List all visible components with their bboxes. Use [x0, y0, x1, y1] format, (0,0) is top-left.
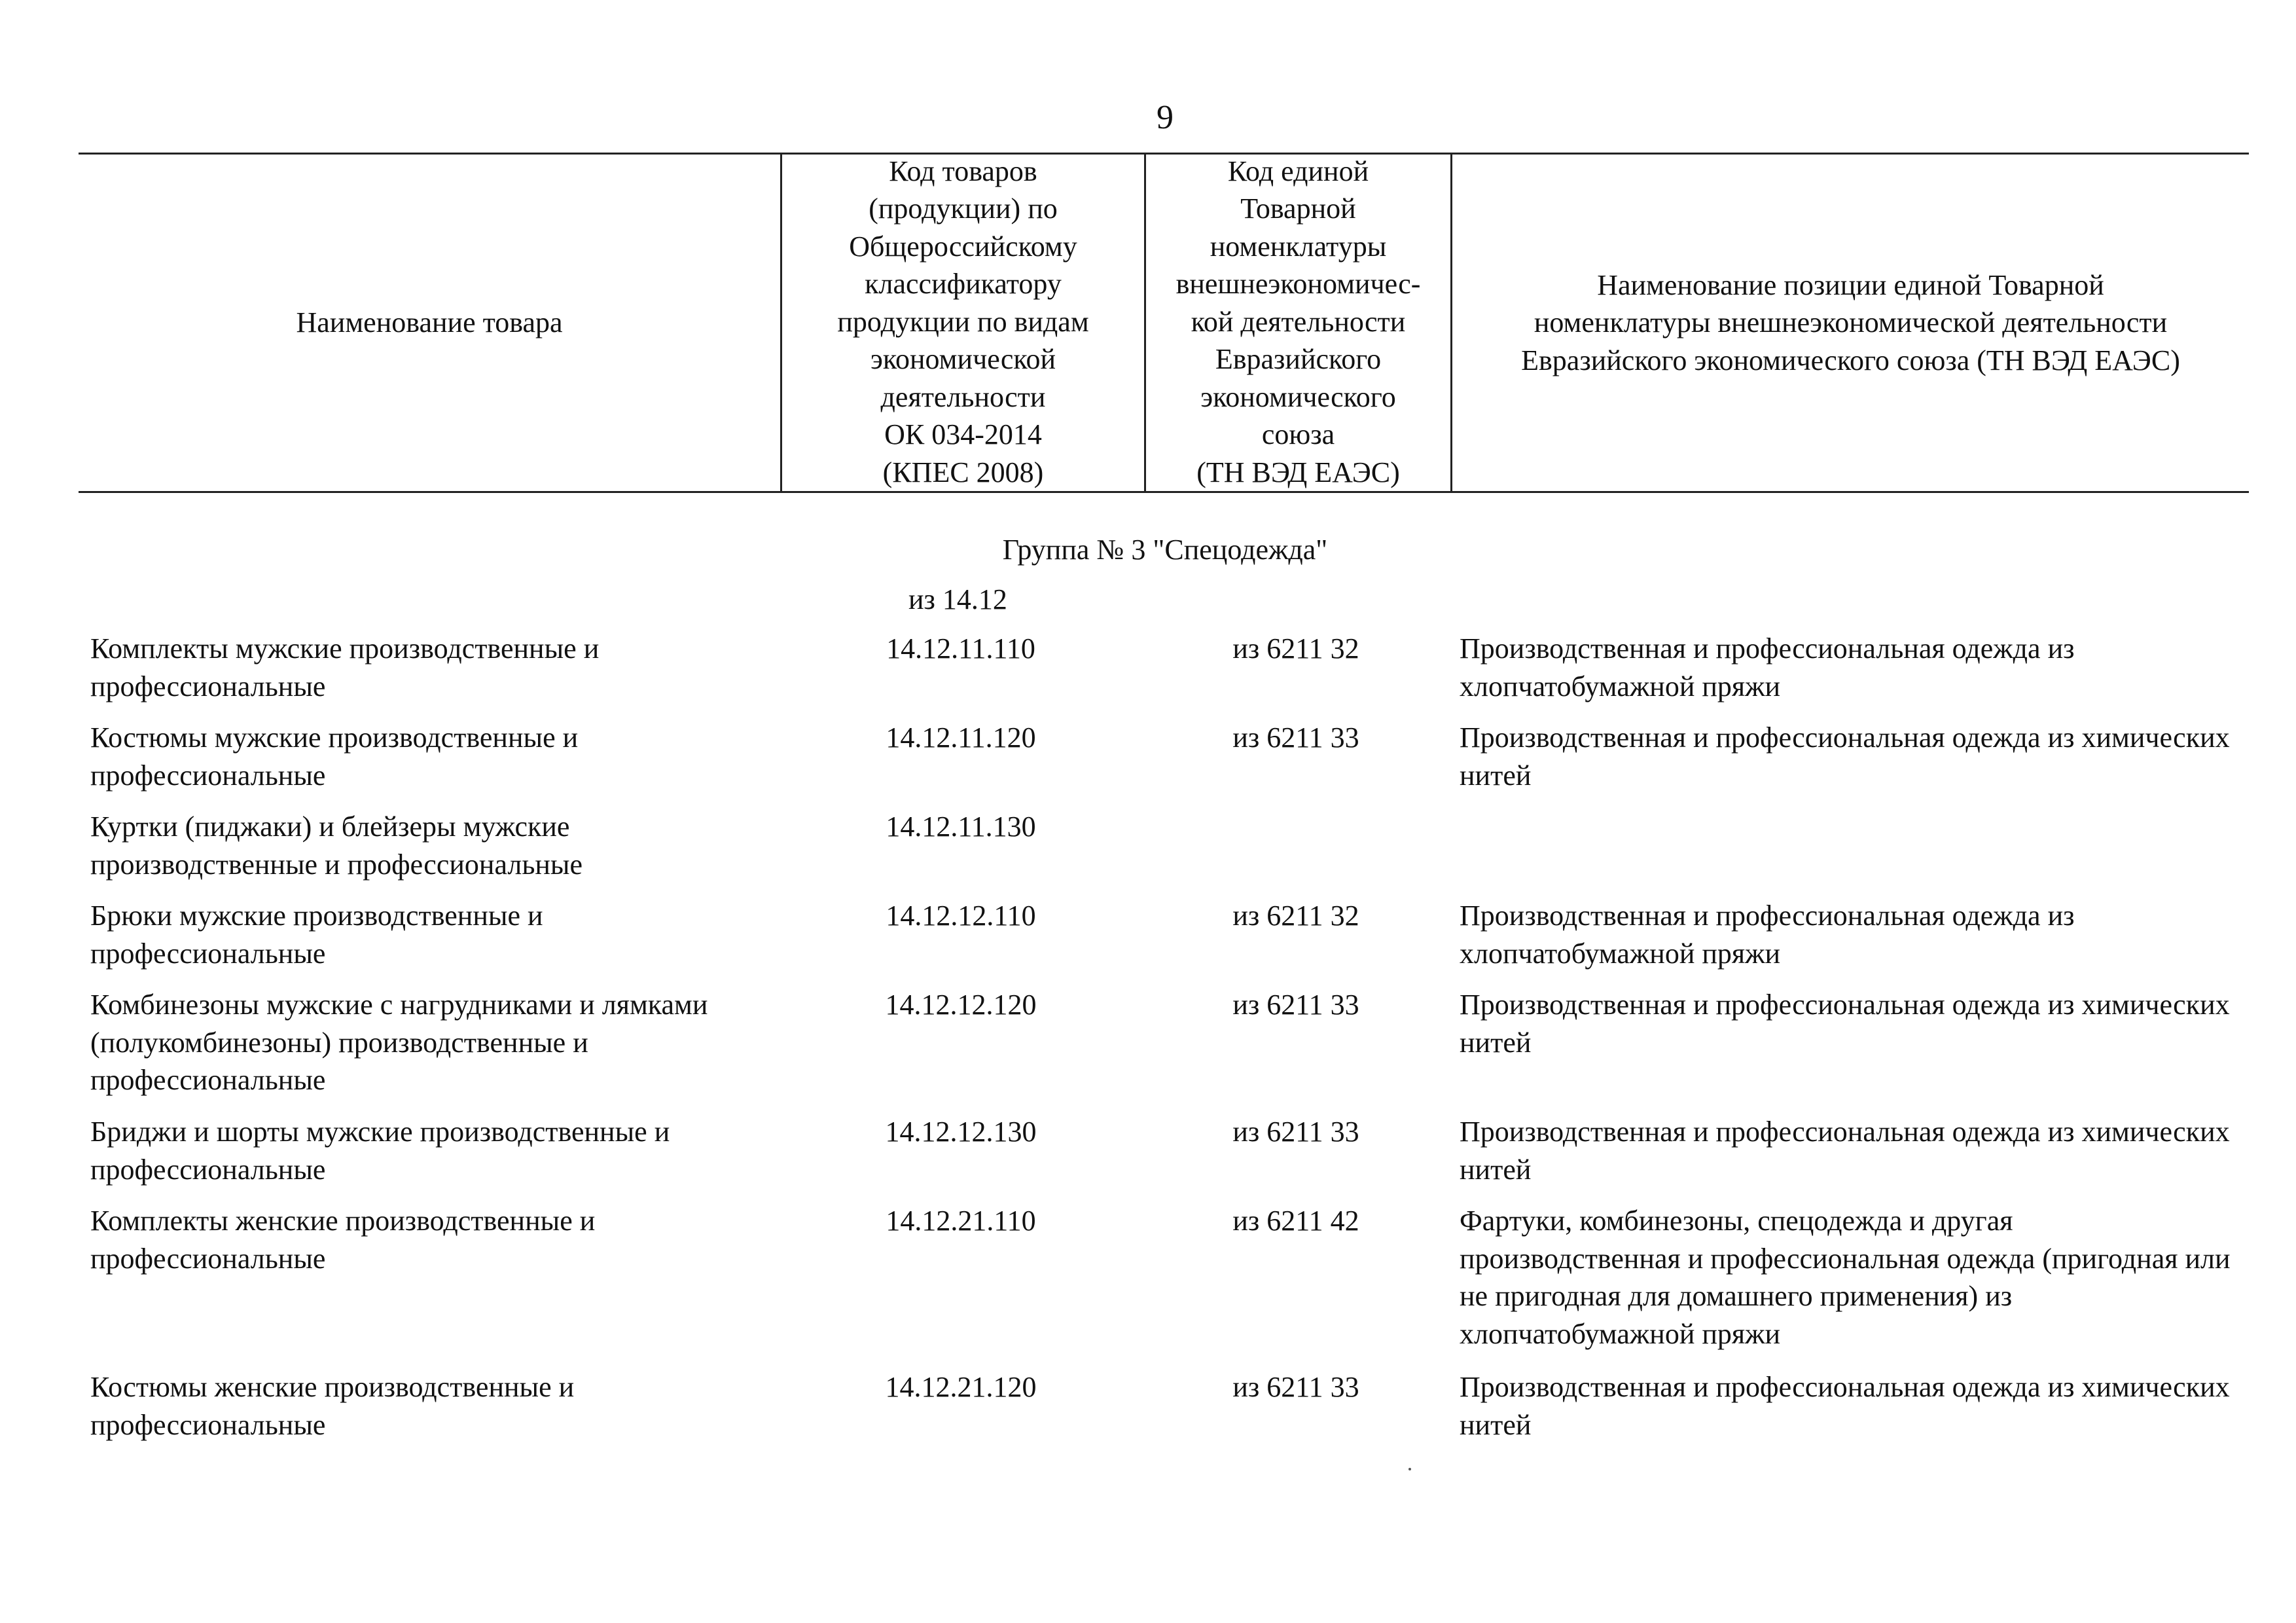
tnved-code: из 6211 33: [1232, 721, 1359, 754]
tnved-description: Производственная и профессиональная одежда из хлопчатобумажной пряжи: [1460, 632, 2075, 702]
product-name: Брюки мужские производственные и профессиональные: [90, 900, 543, 970]
tnved-description: Производственная и профессиональная одежда из химических нитей: [1460, 989, 2230, 1059]
okpd-code: 14.12.11.120: [886, 721, 1036, 754]
product-name: Комплекты женские производственные и профессиональные: [90, 1205, 596, 1275]
scan-speck: [1408, 1468, 1411, 1470]
product-name: Костюмы мужские производственные и профессиональные: [90, 721, 579, 792]
product-name: Комплекты мужские производственные и профессиональные: [90, 632, 600, 702]
product-name: Куртки (пиджаки) и блейзеры мужские производственные и профессиональные: [90, 811, 583, 881]
header-okpd-code: Код товаров (продукции) по Общероссийскому классификатору продукции по видам экономической деятельности ОК 034-2014 (КПЕС 2008): [780, 155, 1144, 491]
tnved-description: Производственная и профессиональная одежда из химических нитей: [1460, 1371, 2230, 1441]
product-name: Бриджи и шорты мужские производственные и профессиональные: [90, 1116, 670, 1186]
okpd-code: 14.12.21.120: [885, 1371, 1037, 1403]
tnved-code: из 6211 33: [1232, 1371, 1359, 1403]
okpd-code: 14.12.12.130: [885, 1116, 1037, 1148]
group-title: Группа № 3 "Спецодежда": [1002, 534, 1328, 566]
okpd-code: 14.12.11.110: [886, 632, 1035, 665]
group-code: из 14.12: [908, 583, 1007, 615]
okpd-code: 14.12.12.110: [886, 900, 1036, 932]
tnved-code: из 6211 42: [1232, 1205, 1359, 1237]
tnved-description: Производственная и профессиональная одежда из химических нитей: [1460, 721, 2230, 792]
tnved-description: Фартуки, комбинезоны, спецодежда и другая производственная и профессиональная одежда (пригодная или не пригодная для домашнего применения) из хлопчатобумажной пряжи: [1460, 1205, 2231, 1350]
header-product-name: Наименование товара: [296, 306, 563, 339]
header-tnved-name: Наименование позиции единой Товарной номенклатуры внешнеэкономической деятельности Евразийского экономического союза (ТН ВЭД ЕАЭС): [1450, 155, 2249, 491]
page-number: 9: [1157, 99, 1174, 136]
okpd-code: 14.12.11.130: [886, 811, 1036, 843]
tnved-description: Производственная и профессиональная одежда из хлопчатобумажной пряжи: [1460, 900, 2075, 970]
tnved-code: из 6211 33: [1232, 1116, 1359, 1148]
tnved-code: из 6211 32: [1232, 900, 1359, 932]
okpd-code: 14.12.12.120: [885, 989, 1037, 1021]
tnved-code: из 6211 33: [1232, 989, 1359, 1021]
header-tnved-code: Код единой Товарной номенклатуры внешнеэкономичес- кой деятельности Евразийского экономического союза (ТН ВЭД ЕАЭС): [1144, 155, 1450, 491]
tnved-code: из 6211 32: [1232, 632, 1359, 665]
product-name: Комбинезоны мужские с нагрудниками и лямками (полукомбинезоны) производственные и профессиональные: [90, 989, 708, 1096]
product-name: Костюмы женские производственные и профессиональные: [90, 1371, 575, 1441]
okpd-code: 14.12.21.110: [886, 1205, 1036, 1237]
tnved-description: Производственная и профессиональная одежда из химических нитей: [1460, 1116, 2230, 1186]
